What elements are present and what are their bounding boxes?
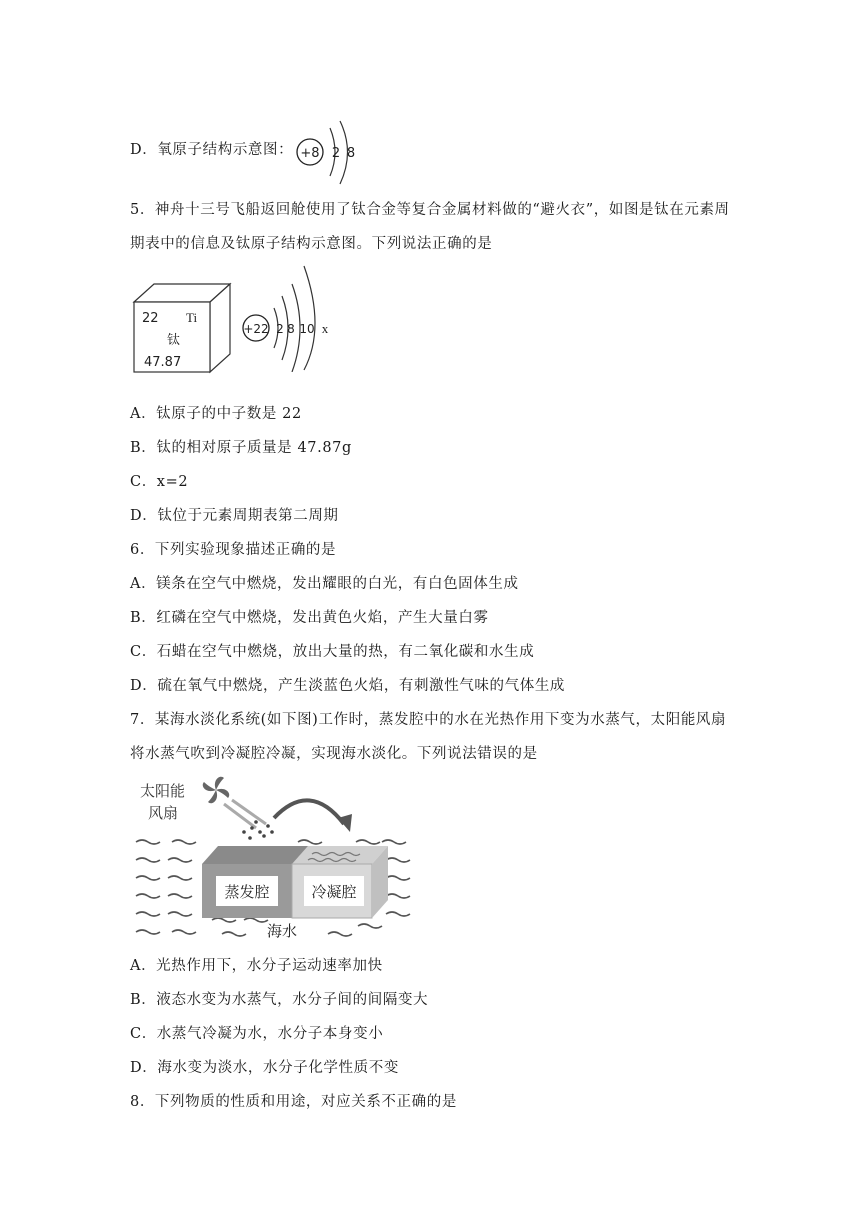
titanium-shell-4: x xyxy=(321,321,329,336)
oxygen-nucleus-label: +8 xyxy=(300,146,320,161)
vapor-dots xyxy=(242,820,274,840)
oxygen-shell-1: 2 xyxy=(331,146,341,161)
sea-water-label: 海水 xyxy=(266,922,298,940)
q5-option-a: A．钛原子的中子数是 22 xyxy=(130,406,302,422)
q7-stem-line1: 7．某海水淡化系统(如下图)工作时，蒸发腔中的水在光热作用下变为水蒸气，太阳能风扇 xyxy=(130,712,727,728)
fan-label-line1: 太阳能 xyxy=(140,782,186,800)
titanium-shell-1: 2 xyxy=(276,322,284,336)
fan-icon xyxy=(203,777,230,804)
desalination-diagram xyxy=(132,774,416,942)
q6-option-b: B．红磷在空气中燃烧，发出黄色火焰，产生大量白雾 xyxy=(130,610,489,626)
q7-stem-line2: 将水蒸气吹到冷凝腔冷凝，实现海水淡化。下列说法错误的是 xyxy=(130,746,538,762)
q6-stem: 6．下列实验现象描述正确的是 xyxy=(130,542,337,558)
q7-option-a: A．光热作用下，水分子运动速率加快 xyxy=(130,958,383,974)
titanium-shell-2: 8 xyxy=(287,322,295,336)
q7-option-d: D．海水变为淡水，水分子化学性质不变 xyxy=(130,1060,399,1076)
fan-label-line2: 风扇 xyxy=(148,804,179,822)
titanium-atom-diagram xyxy=(236,262,346,372)
q7-option-b: B．液态水变为水蒸气，水分子间的间隔变大 xyxy=(130,992,429,1008)
q6-option-d: D．硫在氧气中燃烧，产生淡蓝色火焰，有刺激性气味的气体生成 xyxy=(130,678,566,694)
q5-option-c: C．x=2 xyxy=(130,474,189,490)
vapor-arrow xyxy=(274,800,344,824)
titanium-shell-3: 10 xyxy=(299,322,315,336)
q5-stem-line1: 5．神舟十三号飞船返回舱使用了钛合金等复合金属材料做的“避火衣”，如图是钛在元素周 xyxy=(130,202,730,218)
q5-option-b: B．钛的相对原子质量是 47.87g xyxy=(130,440,352,456)
q7-option-c: C．水蒸气冷凝为水，水分子本身变小 xyxy=(130,1026,384,1042)
oxygen-shell-2: 8 xyxy=(346,146,356,161)
element-atomic-number: 22 xyxy=(142,311,159,326)
titanium-nucleus-label: +22 xyxy=(243,322,269,336)
q8-stem: 8．下列物质的性质和用途，对应关系不正确的是 xyxy=(130,1094,457,1110)
titanium-element-card xyxy=(130,280,234,376)
q6-option-a: A．镁条在空气中燃烧，发出耀眼的白光，有白色固体生成 xyxy=(130,576,519,592)
element-mass: 47.87 xyxy=(144,355,182,370)
q4-option-d: D．氧原子结构示意图： xyxy=(130,142,294,158)
condensation-chamber-label: 冷凝腔 xyxy=(311,883,357,901)
oxygen-atom-diagram xyxy=(290,118,370,190)
evaporation-chamber-label: 蒸发腔 xyxy=(224,883,270,901)
q5-stem-line2: 期表中的信息及钛原子结构示意图。下列说法正确的是 xyxy=(130,236,493,252)
q5-option-d: D．钛位于元素周期表第二周期 xyxy=(130,508,339,524)
element-symbol: Ti xyxy=(186,310,198,325)
q6-option-c: C．石蜡在空气中燃烧，放出大量的热，有二氧化碳和水生成 xyxy=(130,644,535,660)
element-name: 钛 xyxy=(167,333,181,348)
